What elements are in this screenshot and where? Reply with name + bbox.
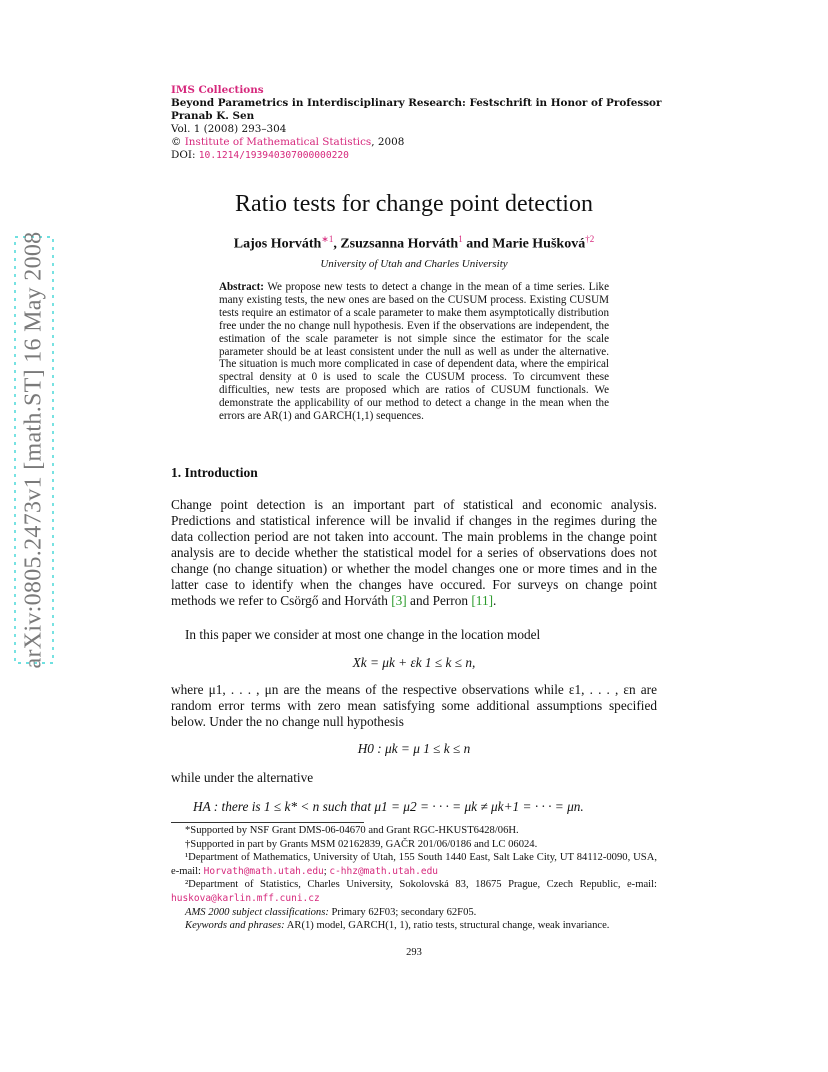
paragraph-1: Change point detection is an important part of statistical and economic analysis. Predictions and statistical inference will be invalid if changes in the regimes during the data collection period are not taken into account. The main problems in the change point analysis are to decide whether the statistical model for a series of observations does not change (no change situation) or whether the model changes one or more times and in the latter case to identify when the changes have occured. For surveys on change point methods we refer to Csörgő and Horváth [3] and Perron [11].: [171, 497, 657, 608]
doi-link[interactable]: 10.1214/193940307000000220: [198, 150, 349, 161]
paper-title: Ratio tests for change point detection: [235, 191, 593, 217]
arxiv-stamp-text[interactable]: arXiv:0805.2473v1 [math.ST] 16 May 2008: [20, 231, 47, 669]
equation-alternative: HA : there is 1 ≤ k* < n such that μ1 = μ2 = · · · = μk ≠ μk+1 = · · · = μn.: [193, 799, 584, 814]
section-heading-introduction: 1. Introduction: [171, 465, 258, 480]
equation-null-hypothesis: H0 : μk = μ 1 ≤ k ≤ n: [357, 741, 471, 756]
email-link-1[interactable]: Horvath@math.utah.edu: [203, 865, 324, 877]
abstract-label: Abstract:: [219, 281, 264, 293]
arxiv-stamp[interactable]: [14, 231, 54, 669]
author-2: , Zsuzsanna Horváth: [333, 236, 459, 252]
author-3: and Marie Hušková: [462, 236, 586, 252]
paragraph-4: while under the alternative: [171, 770, 314, 785]
paragraph-2: In this paper we consider at most one change in the location model: [185, 627, 541, 642]
footnote-rule: [171, 822, 364, 823]
abstract-text: We propose new tests to detect a change in the mean of a time series. Like many existing tests, the new ones are based on the CUSUM process. Existing CUSUM tests require an estimator of a scale parameter to make them asymptotically distribution free under the no change null hypothesis. Even if the observations are independent, the estimation of the scale parameter is not simple since the estimator for the scale parameter should be at least consistent under the null as well as under the alternative. The situation is much more complicated in case of dependent data, where the empirical spectral density at 0 is used to scale the CUSUM process. To circumvent these difficulties, new tests are proposed which are ratios of CUSUM functionals. We demonstrate the applicability of our method to detect a change in the mean when the errors are AR(1) and GARCH(1,1) sequences.: [219, 281, 610, 423]
paragraph-3: where μ1, . . . , μn are the means of the respective observations while ε1, . . . , εn are random error terms with zero mean satisfying some additional assumptions specified below. Under the no change null hypothesis: [171, 682, 657, 729]
page-number: 293: [406, 947, 422, 958]
institute-link[interactable]: Institute of Mathematical Statistics: [184, 136, 372, 148]
footnote-2: †Supported in part by Grants MSM 02162839, GAČR 201/06/0186 and LC 06024.: [185, 838, 538, 850]
footnote-3: ¹Department of Mathematics, University of Utah, 155 South 1440 East, Salt Lake City, UT 84112-0090, USA, e-mail: Horvath@math.utah.edu; c-hhz@math.utah.edu: [171, 852, 657, 877]
keywords: Keywords and phrases: AR(1) model, GARCH(1, 1), ratio tests, structural change, weak invariance.: [185, 920, 610, 932]
footnote-1: *Supported by NSF Grant DMS-06-04670 and Grant RGC-HKUST6428/06H.: [185, 825, 519, 836]
collection-name: IMS Collections: [171, 84, 264, 96]
author-1-footnote-link[interactable]: ∗1: [321, 234, 334, 244]
volume-info: Vol. 1 (2008) 293–304: [171, 123, 287, 135]
email-link-2[interactable]: c-hhz@math.utah.edu: [329, 865, 439, 877]
abstract: [219, 281, 609, 423]
ams-classification: AMS 2000 subject classifications: Primary 62F03; secondary 62F05.: [185, 906, 477, 918]
author-3-footnote-link[interactable]: †2: [585, 234, 595, 244]
citation-11[interactable]: [11]: [471, 593, 494, 608]
author-1: Lajos Horváth: [233, 236, 322, 252]
author-2-footnote-link[interactable]: 1: [458, 234, 463, 244]
affiliation: University of Utah and Charles University: [320, 258, 508, 270]
book-title: Beyond Parametrics in Interdisciplinary Research: Festschrift in Honor of Professor Pranab K. Sen: [171, 97, 662, 122]
doi-line: DOI: 10.1214/193940307000000220: [171, 149, 349, 161]
email-link-3[interactable]: huskova@karlin.mff.cuni.cz: [171, 892, 320, 904]
citation-3[interactable]: [3]: [391, 593, 407, 608]
publication-header: [171, 84, 671, 162]
author-list: [0, 234, 828, 253]
footnote-4: ²Department of Statistics, Charles University, Sokolovská 83, 18675 Prague, Czech Republic, e-mail: huskova@karlin.mff.cuni.cz: [171, 879, 657, 904]
footnotes: [171, 824, 657, 933]
copyright-line: © Institute of Mathematical Statistics, 2008: [171, 136, 405, 148]
equation-location-model: Xk = μk + εk 1 ≤ k ≤ n,: [352, 655, 476, 670]
